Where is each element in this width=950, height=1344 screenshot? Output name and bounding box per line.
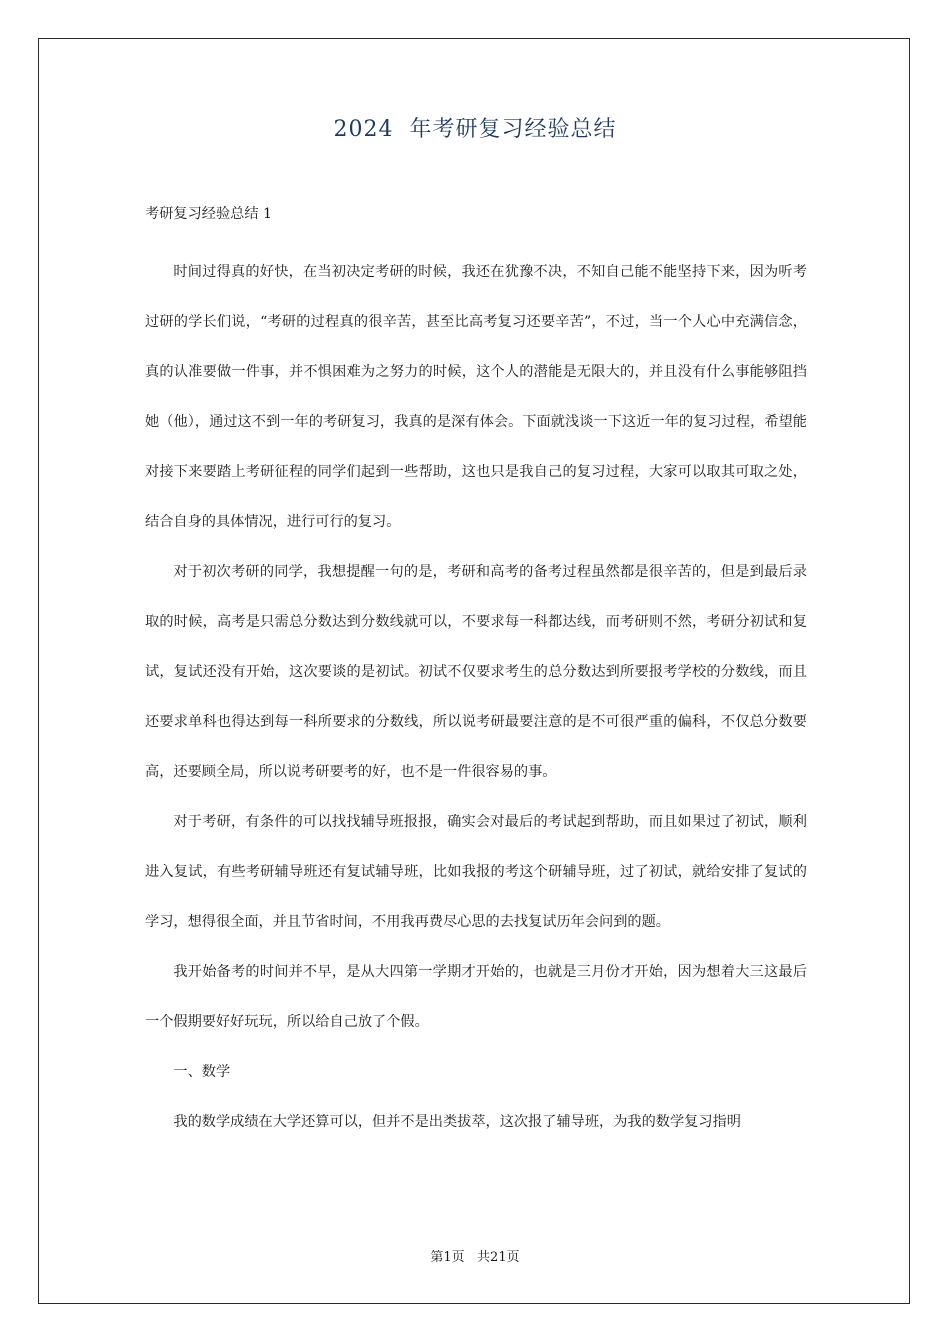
paragraph-tutoring: 对于考研，有条件的可以找找辅导班报报，确实会对最后的考试起到帮助，而且如果过了初试，顺利进入复试，有些考研辅导班还有复试辅导班，比如我报的考这个研辅导班，过了初试，就给安排了复试的学习，想得很全面，并且节省时间，不用我再费尽心思的去找复试历年会问到的题。	[145, 814, 807, 930]
paragraph-exam-difference: 对于初次考研的同学，我想提醒一句的是，考研和高考的备考过程虽然都是很辛苦的，但是到最后录取的时候，高考是只需总分数达到分数线就可以，不要求每一科都达线，而考研则不然，考研分初试和复试，复试还没有开始，这次要谈的是初试。初试不仅要求考生的总分数达到所要报考学校的分数线，而且还要求单科也得达到每一科所要求的分数线，所以说考研最要注意的是不可很严重的偏科，不仅总分数要高，还要顾全局，所以说考研要考的好，也不是一件很容易的事。	[145, 564, 807, 780]
document-title: 2024 年考研复习经验总结	[333, 117, 617, 142]
paragraph-intro: 时间过得真的好快，在当初决定考研的时候，我还在犹豫不决，不知自己能不能坚持下来，因为听考过研的学长们说，“考研的过程真的很辛苦，甚至比高考复习还要辛苦”，不过，当一个人心中充满信念，真的认准要做一件事，并不惧困难为之努力的时候，这个人的潜能是无限大的，并且没有什么事能够阻挡她（他），通过这不到一年的考研复习，我真的是深有体会。下面就浅谈一下这近一年的复习过程，希望能对接下来要踏上考研征程的同学们起到一些帮助，这也只是我自己的复习过程，大家可以取其可取之处，结合自身的具体情况，进行可行的复习。	[145, 264, 807, 530]
document-body	[145, 198, 807, 1147]
paragraph-math: 我的数学成绩在大学还算可以，但并不是出类拔萃，这次报了辅导班，为我的数学复习指明	[173, 1114, 741, 1130]
paragraph-start-time: 我开始备考的时间并不早，是从大四第一学期才开始的，也就是三月份才开始，因为想着大三这最后一个假期要好好玩玩，所以给自己放了个假。	[145, 964, 807, 1030]
subheading-math: 一、数学	[173, 1064, 231, 1080]
section-heading: 考研复习经验总结 1	[145, 206, 273, 222]
page-footer: 第1页 共21页	[430, 1250, 520, 1265]
